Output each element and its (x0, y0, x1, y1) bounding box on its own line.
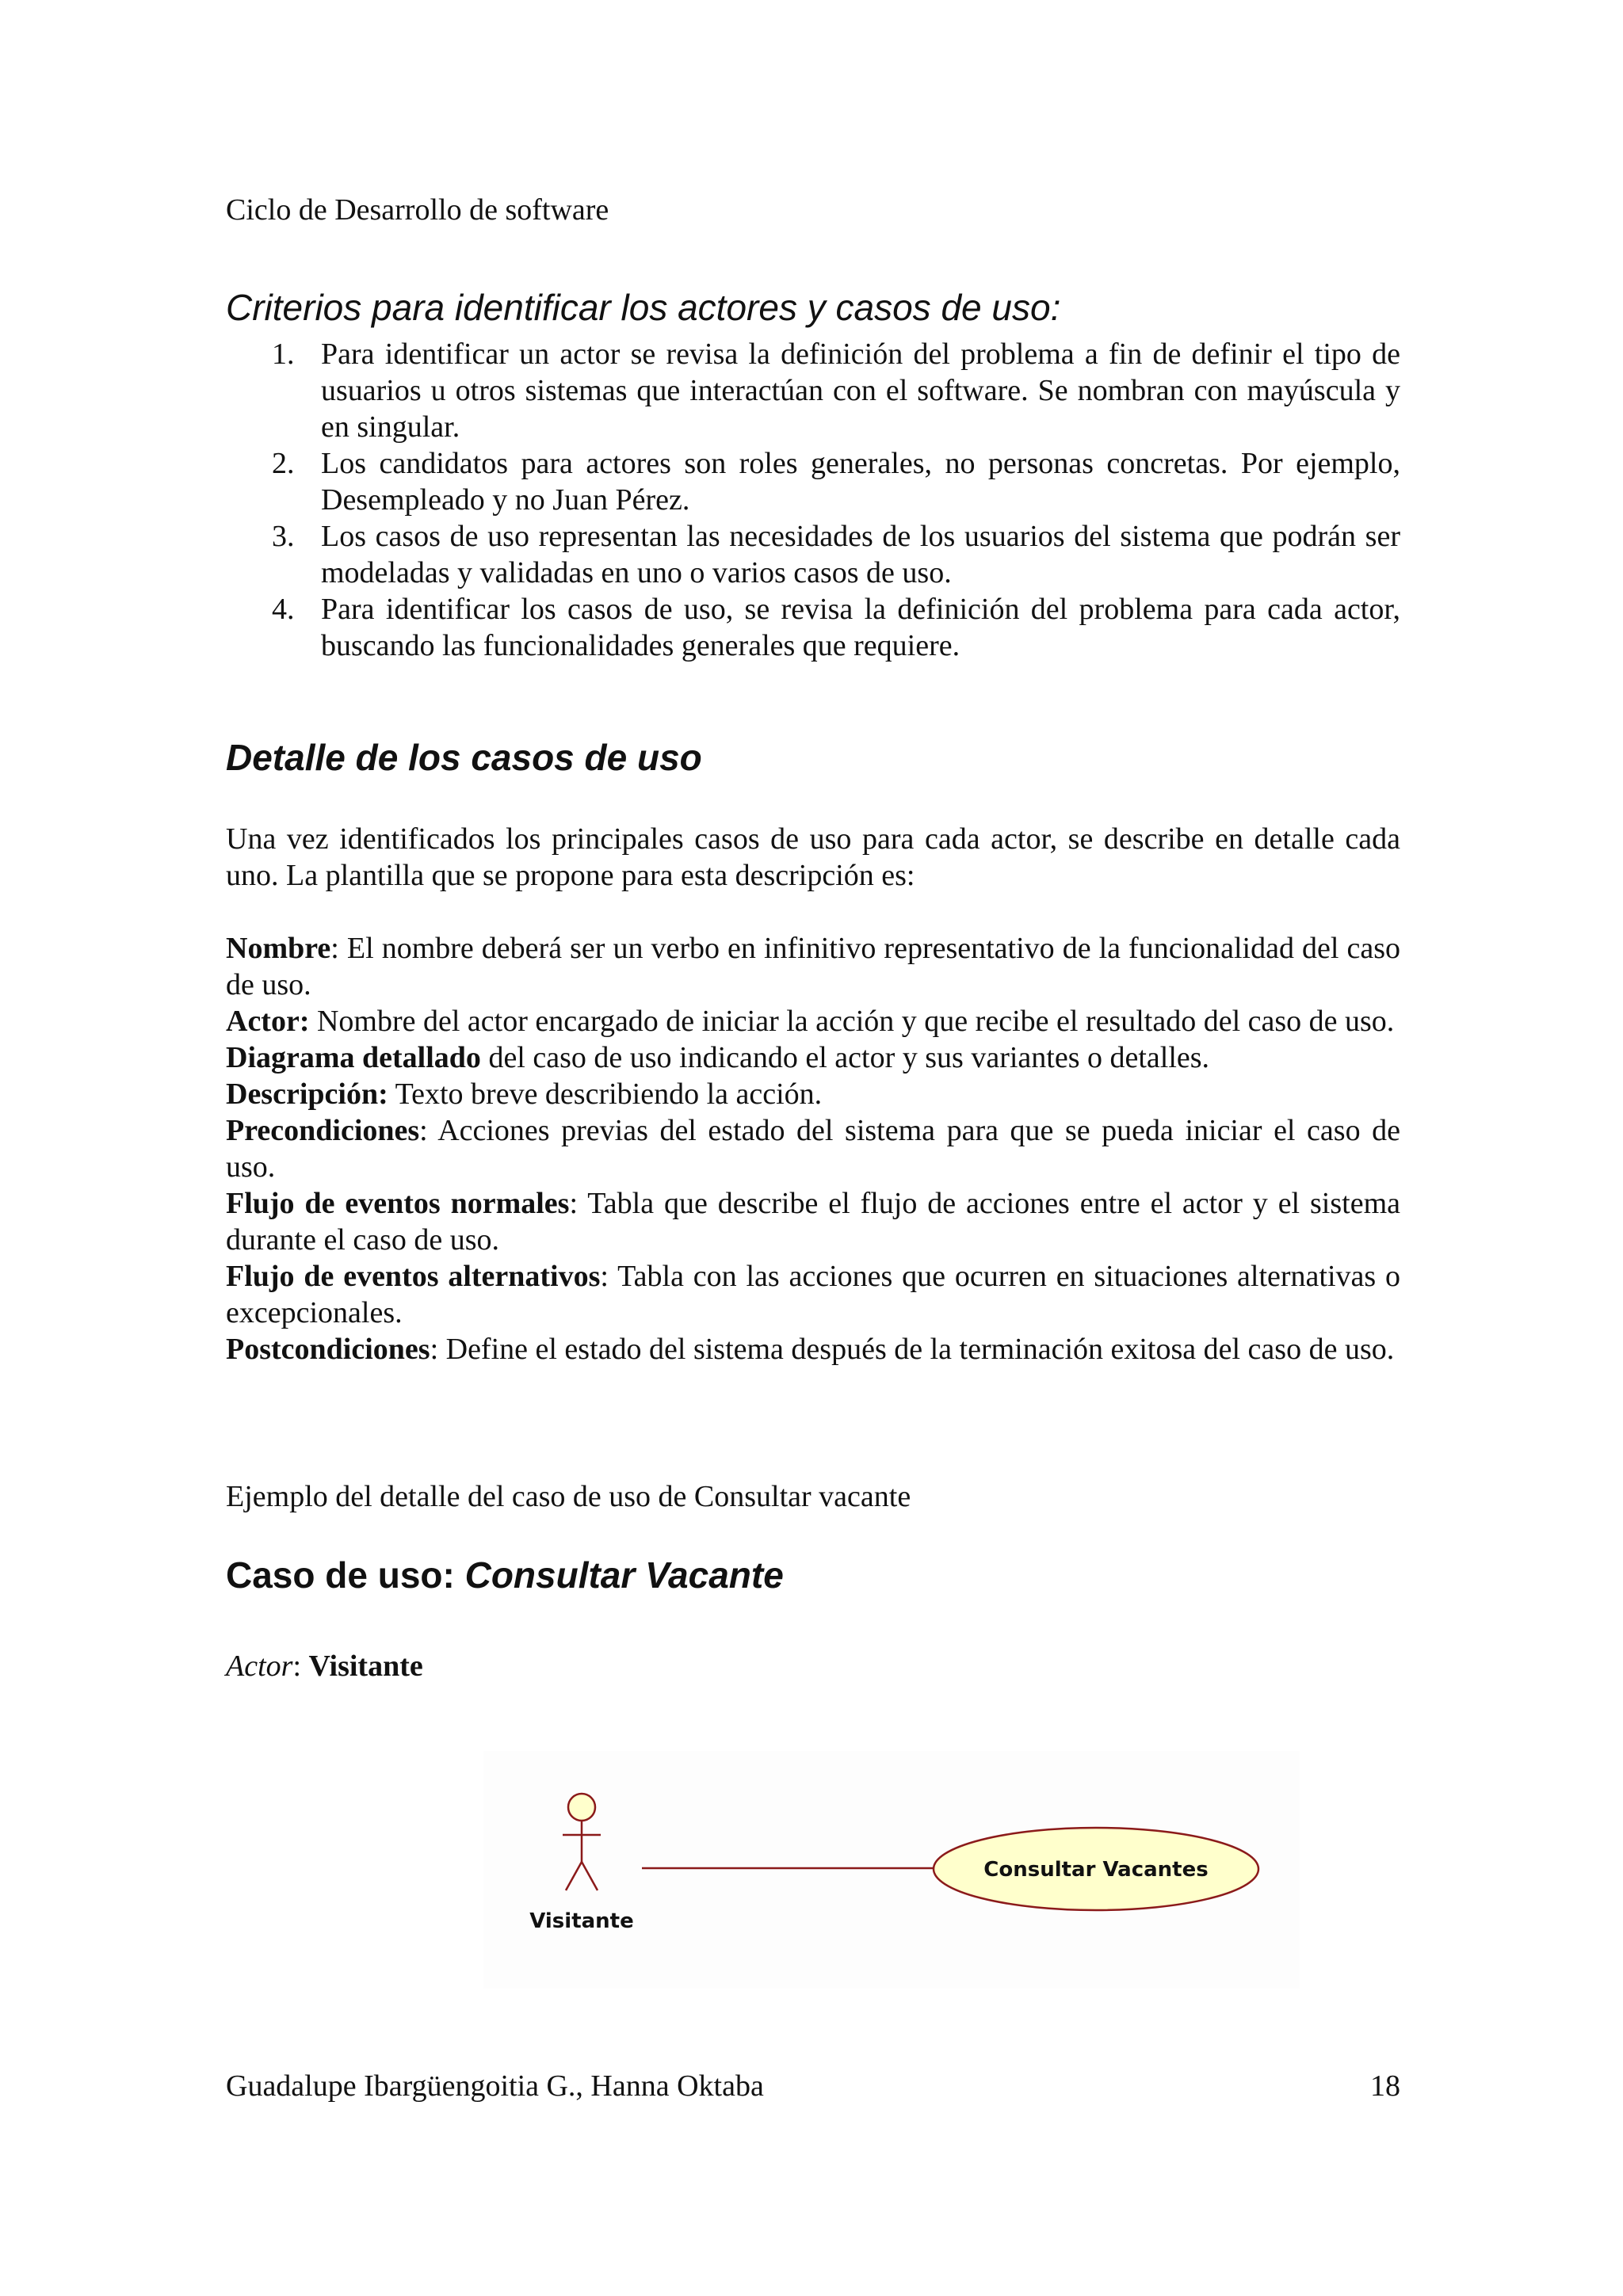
definition-text: El nombre deberá ser un verbo en infinitivo representativo de la funcionalidad del caso de uso. (226, 932, 1401, 1001)
actor-name: Visitante (308, 1650, 423, 1683)
definition-postcondiciones: Postcondiciones: Define el estado del sistema después de la terminación exitosa del caso de uso. (226, 1333, 1395, 1366)
list-item (226, 445, 1400, 518)
definition-text: Tabla con las acciones que ocurren en situaciones alternativas o excepcionales. (226, 1260, 1401, 1329)
use-case-diagram (483, 1751, 1300, 1989)
list-number: 1. (272, 338, 295, 371)
definition-term: Precondiciones (226, 1114, 420, 1147)
list-text: Para identificar los casos de uso, se revisa la definición del problema para cada actor, buscando las funcionalidades generales que requiere. (321, 593, 1400, 662)
definition-descripcion (226, 1076, 1400, 1112)
detail-heading: Detalle de los casos de uso (226, 737, 702, 778)
list-text: Los casos de uso representan las necesidades de los usuarios del sistema que podrán ser modeladas y validadas en uno o varios casos de uso. (321, 520, 1400, 589)
definition-term: Descripción: (226, 1077, 388, 1111)
definition-term: Diagrama detallado (226, 1041, 481, 1074)
definition-term: Flujo de eventos normales (226, 1187, 570, 1220)
list-text: Para identificar un actor se revisa la definición del problema a fin de definir el tipo de usuarios u otros sistemas que interactúan con el software. Se nombran con mayúscula y en singular. (321, 338, 1400, 444)
definition-term: Actor: (226, 1005, 310, 1038)
actor-line: Actor: Visitante (226, 1650, 423, 1683)
list-item (226, 518, 1400, 591)
definition-text: Texto breve describiendo la acción. (395, 1077, 823, 1111)
usecase-heading-name: Consultar Vacante (464, 1554, 784, 1596)
definition-term: Flujo de eventos alternativos (226, 1260, 601, 1293)
definition-text: Define el estado del sistema después de la terminación exitosa del caso de uso. (445, 1333, 1395, 1366)
usecase-heading: Caso de uso: Consultar Vacante (226, 1554, 784, 1596)
list-number: 2. (272, 447, 295, 480)
actor-label: Actor (226, 1650, 293, 1683)
definition-text: Nombre del actor encargado de iniciar la acción y que recibe el resultado del caso de uso. (316, 1005, 1395, 1038)
running-header: Ciclo de Desarrollo de software (226, 193, 609, 227)
usecase-label: Consultar Vacantes (983, 1858, 1209, 1882)
list-number: 4. (272, 593, 295, 626)
definition-term: Nombre (226, 932, 331, 965)
list-item (226, 591, 1400, 664)
definition-term: Postcondiciones (226, 1333, 430, 1366)
criteria-list (226, 336, 1400, 664)
list-number: 3. (272, 520, 295, 553)
definition-flujo-normal: Flujo de eventos normales: Tabla que describe el flujo de acciones entre el actor y el sistema durante el caso de uso. (226, 1187, 1400, 1257)
page-number: 18 (1370, 2069, 1400, 2103)
example-paragraph: Ejemplo del detalle del caso de uso de Consultar vacante (226, 1480, 911, 1513)
footer-authors: Guadalupe Ibargüengoitia G., Hanna Oktaba (226, 2069, 764, 2103)
criteria-heading: Criterios para identificar los actores y casos de uso: (226, 287, 1061, 328)
list-text: Los candidatos para actores son roles generales, no personas concretas. Por ejemplo, Desempleado y no Juan Pérez. (321, 447, 1400, 517)
definition-diagrama (226, 1039, 1400, 1076)
definition-actor (226, 1003, 1400, 1039)
template-definitions (226, 930, 1400, 1367)
definition-flujo-alternativo: Flujo de eventos alternativos: Tabla con las acciones que ocurren en situaciones alternativas o excepcionales. (226, 1260, 1401, 1329)
list-item (226, 336, 1400, 445)
definition-text: del caso de uso indicando el actor y sus variantes o detalles. (488, 1041, 1210, 1074)
intro-paragraph: Una vez identificados los principales casos de uso para cada actor, se describe en detalle cada uno. La plantilla que se propone para esta descripción es: (226, 822, 1400, 892)
definition-text: Tabla que describe el flujo de acciones entre el actor y el sistema durante el caso de uso. (226, 1187, 1400, 1257)
definition-precondiciones: Precondiciones: Acciones previas del estado del sistema para que se pueda iniciar el caso de uso. (226, 1114, 1400, 1184)
diagram-actor-label: Visitante (529, 1909, 634, 1933)
definition-nombre: Nombre: El nombre deberá ser un verbo en infinitivo representativo de la funcionalidad del caso de uso. (226, 932, 1401, 1001)
definition-text: Acciones previas del estado del sistema para que se pueda iniciar el caso de uso. (226, 1114, 1400, 1184)
